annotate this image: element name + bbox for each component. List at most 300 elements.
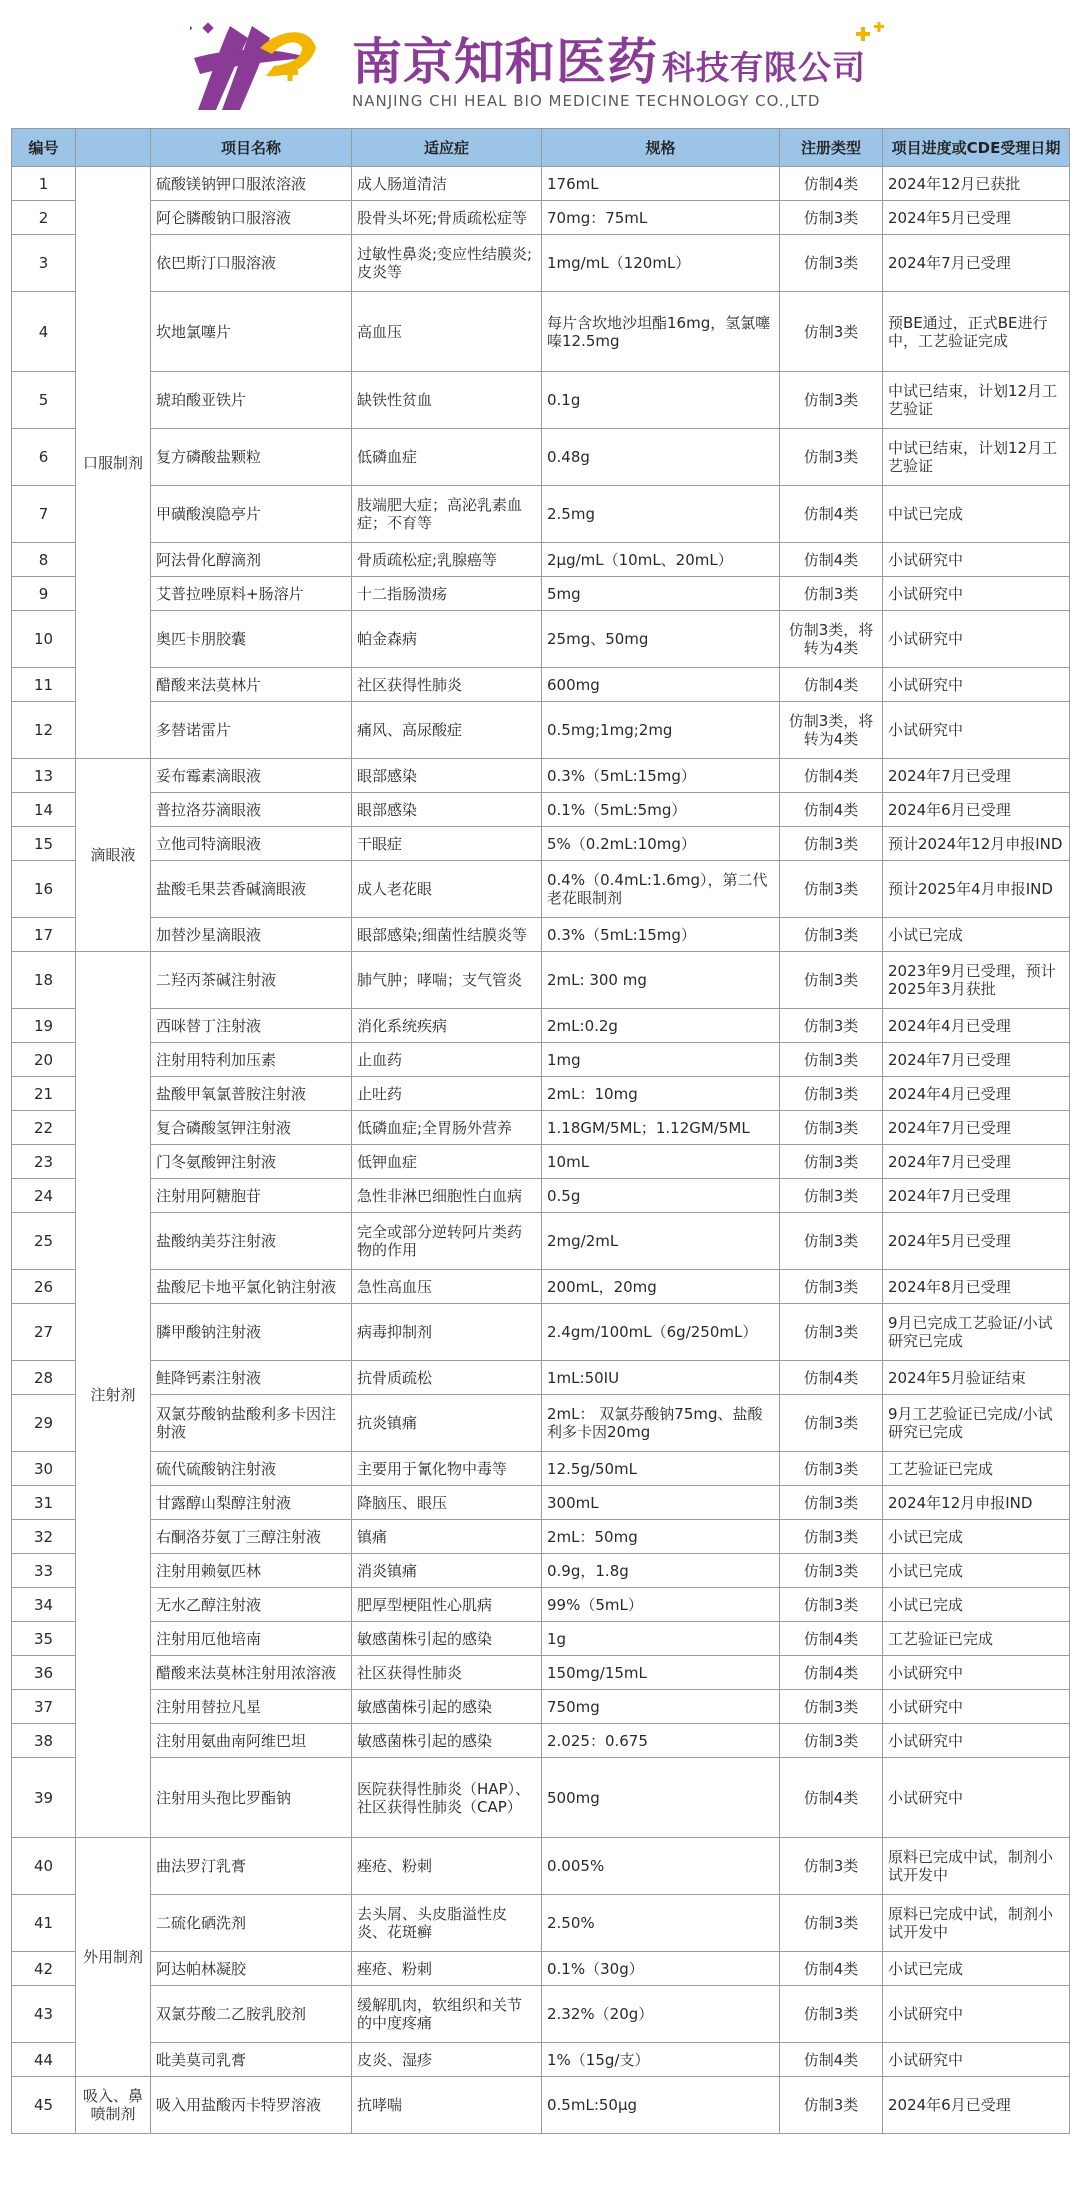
table-row (12, 702, 1070, 759)
table-row (12, 292, 1070, 372)
table-row (12, 1361, 1070, 1395)
project-name: 琥珀酸亚铁片 (151, 372, 352, 429)
indication: 低磷血症 (352, 429, 542, 486)
registration-type: 仿制4类 (780, 486, 883, 543)
progress-status: 2024年6月已受理 (883, 2077, 1070, 2134)
progress-status: 小试已完成 (883, 1952, 1070, 1986)
column-header-registration: 注册类型 (780, 129, 883, 167)
table-row (12, 1724, 1070, 1758)
registration-type: 仿制3类 (780, 1009, 883, 1043)
table-row (12, 167, 1070, 201)
indication: 肢端肥大症；高泌乳素血症；不育等 (352, 486, 542, 543)
category-cell: 吸入、鼻喷制剂 (76, 2077, 151, 2134)
progress-status: 小试研究中 (883, 1986, 1070, 2043)
specification: 1mg (542, 1043, 780, 1077)
indication: 抗骨质疏松 (352, 1361, 542, 1395)
row-number: 16 (12, 861, 76, 918)
table-row (12, 201, 1070, 235)
row-number: 21 (12, 1077, 76, 1111)
project-name: 艾普拉唑原料+肠溶片 (151, 577, 352, 611)
table-row (12, 577, 1070, 611)
progress-status: 小试研究中 (883, 1724, 1070, 1758)
registration-type: 仿制3类，将转为4类 (780, 702, 883, 759)
progress-status: 小试研究中 (883, 543, 1070, 577)
indication: 痤疮、粉刺 (352, 1838, 542, 1895)
table-row (12, 235, 1070, 292)
specification: 0.5mL:50μg (542, 2077, 780, 2134)
specification: 2mL: 300 mg (542, 952, 780, 1009)
project-name: 曲法罗汀乳膏 (151, 1838, 352, 1895)
specification: 25mg、50mg (542, 611, 780, 668)
project-name: 阿法骨化醇滴剂 (151, 543, 352, 577)
table-row (12, 668, 1070, 702)
progress-status: 原料已完成中试，制剂小试开发中 (883, 1895, 1070, 1952)
specification: 0.005% (542, 1838, 780, 1895)
table-row (12, 1395, 1070, 1452)
progress-status: 预BE通过，正式BE进行中，工艺验证完成 (883, 292, 1070, 372)
row-number: 24 (12, 1179, 76, 1213)
row-number: 38 (12, 1724, 76, 1758)
registration-type: 仿制4类 (780, 1361, 883, 1395)
table-row (12, 918, 1070, 952)
registration-type: 仿制3类 (780, 1043, 883, 1077)
registration-type: 仿制3类 (780, 1486, 883, 1520)
table-row (12, 1554, 1070, 1588)
row-number: 36 (12, 1656, 76, 1690)
row-number: 32 (12, 1520, 76, 1554)
indication: 肥厚型梗阻性心肌病 (352, 1588, 542, 1622)
registration-type: 仿制3类 (780, 372, 883, 429)
project-name: 盐酸毛果芸香碱滴眼液 (151, 861, 352, 918)
progress-status: 小试研究中 (883, 2043, 1070, 2077)
project-name: 硫代硫酸钠注射液 (151, 1452, 352, 1486)
registration-type: 仿制3类 (780, 1724, 883, 1758)
company-name-en: NANJING CHI HEAL BIO MEDICINE TECHNOLOGY CO.,LTD (352, 92, 821, 110)
project-name: 复方磷酸盐颗粒 (151, 429, 352, 486)
specification: 0.5g (542, 1179, 780, 1213)
table-row (12, 1952, 1070, 1986)
specification: 1.18GM/5ML；1.12GM/5ML (542, 1111, 780, 1145)
row-number: 7 (12, 486, 76, 543)
row-number: 25 (12, 1213, 76, 1270)
registration-type: 仿制4类 (780, 543, 883, 577)
registration-type: 仿制3类 (780, 1179, 883, 1213)
table-row (12, 2077, 1070, 2134)
registration-type: 仿制3类 (780, 1838, 883, 1895)
registration-type: 仿制3类 (780, 1270, 883, 1304)
table-row (12, 611, 1070, 668)
progress-status: 工艺验证已完成 (883, 1622, 1070, 1656)
project-name: 吸入用盐酸丙卡特罗溶液 (151, 2077, 352, 2134)
progress-status: 2024年7月已受理 (883, 1179, 1070, 1213)
project-name: 注射用氨曲南阿维巴坦 (151, 1724, 352, 1758)
indication: 眼部感染;细菌性结膜炎等 (352, 918, 542, 952)
progress-status: 2024年4月已受理 (883, 1077, 1070, 1111)
progress-status: 小试已完成 (883, 1554, 1070, 1588)
row-number: 27 (12, 1304, 76, 1361)
progress-status: 小试已完成 (883, 1588, 1070, 1622)
column-header-name: 项目名称 (151, 129, 352, 167)
indication: 成人老花眼 (352, 861, 542, 918)
progress-status: 2024年7月已受理 (883, 235, 1070, 292)
indication: 干眼症 (352, 827, 542, 861)
project-name: 坎地氯噻片 (151, 292, 352, 372)
progress-status: 小试研究中 (883, 611, 1070, 668)
project-name: 双氯芬酸二乙胺乳胶剂 (151, 1986, 352, 2043)
table-row (12, 1452, 1070, 1486)
registration-type: 仿制3类 (780, 1077, 883, 1111)
indication: 止吐药 (352, 1077, 542, 1111)
table-row (12, 1895, 1070, 1952)
indication: 完全或部分逆转阿片类药物的作用 (352, 1213, 542, 1270)
specification: 1g (542, 1622, 780, 1656)
project-name: 醋酸来法莫林注射用浓溶液 (151, 1656, 352, 1690)
registration-type: 仿制3类 (780, 2077, 883, 2134)
row-number: 5 (12, 372, 76, 429)
specification: 150mg/15mL (542, 1656, 780, 1690)
progress-status: 小试已完成 (883, 1520, 1070, 1554)
indication: 低钾血症 (352, 1145, 542, 1179)
project-name: 甘露醇山梨醇注射液 (151, 1486, 352, 1520)
row-number: 31 (12, 1486, 76, 1520)
specification: 2.5mg (542, 486, 780, 543)
progress-status: 2024年6月已受理 (883, 793, 1070, 827)
project-name: 复合磷酸氢钾注射液 (151, 1111, 352, 1145)
registration-type: 仿制3类 (780, 1986, 883, 2043)
specification: 0.3%（5mL:15mg） (542, 759, 780, 793)
row-number: 18 (12, 952, 76, 1009)
specification: 5%（0.2mL:10mg） (542, 827, 780, 861)
table-body (12, 167, 1070, 2134)
row-number: 14 (12, 793, 76, 827)
progress-status: 中试已结束，计划12月工艺验证 (883, 429, 1070, 486)
indication: 急性高血压 (352, 1270, 542, 1304)
registration-type: 仿制3类 (780, 861, 883, 918)
row-number: 26 (12, 1270, 76, 1304)
indication: 主要用于氰化物中毒等 (352, 1452, 542, 1486)
registration-type: 仿制4类 (780, 759, 883, 793)
specification: 2.4gm/100mL（6g/250mL） (542, 1304, 780, 1361)
table-row (12, 1145, 1070, 1179)
specification: 2mL：10mg (542, 1077, 780, 1111)
project-name: 盐酸尼卡地平氯化钠注射液 (151, 1270, 352, 1304)
indication: 缓解肌肉，软组织和关节的中度疼痛 (352, 1986, 542, 2043)
table-row (12, 1009, 1070, 1043)
specification: 0.5mg;1mg;2mg (542, 702, 780, 759)
row-number: 22 (12, 1111, 76, 1145)
project-name: 普拉洛芬滴眼液 (151, 793, 352, 827)
project-name: 吡美莫司乳膏 (151, 2043, 352, 2077)
project-name: 阿仑膦酸钠口服溶液 (151, 201, 352, 235)
row-number: 19 (12, 1009, 76, 1043)
project-name: 阿达帕林凝胶 (151, 1952, 352, 1986)
category-cell: 外用制剂 (76, 1838, 151, 2077)
row-number: 15 (12, 827, 76, 861)
company-header (0, 0, 1080, 128)
project-name: 加替沙星滴眼液 (151, 918, 352, 952)
row-number: 30 (12, 1452, 76, 1486)
row-number: 8 (12, 543, 76, 577)
table-row (12, 1758, 1070, 1838)
indication: 社区获得性肺炎 (352, 668, 542, 702)
progress-status: 工艺验证已完成 (883, 1452, 1070, 1486)
indication: 痤疮、粉刺 (352, 1952, 542, 1986)
table-row (12, 1213, 1070, 1270)
specification: 0.9g，1.8g (542, 1554, 780, 1588)
table-row (12, 1838, 1070, 1895)
row-number: 1 (12, 167, 76, 201)
project-name: 西咪替丁注射液 (151, 1009, 352, 1043)
indication: 病毒抑制剂 (352, 1304, 542, 1361)
specification: 2mg/2mL (542, 1213, 780, 1270)
progress-status: 预计2024年12月申报IND (883, 827, 1070, 861)
specification: 10mL (542, 1145, 780, 1179)
indication: 医院获得性肺炎（HAP）、社区获得性肺炎（CAP） (352, 1758, 542, 1838)
project-name: 立他司特滴眼液 (151, 827, 352, 861)
specification: 500mg (542, 1758, 780, 1838)
specification: 600mg (542, 668, 780, 702)
indication: 帕金森病 (352, 611, 542, 668)
progress-status: 2024年4月已受理 (883, 1009, 1070, 1043)
specification: 1%（15g/支） (542, 2043, 780, 2077)
progress-status: 2024年7月已受理 (883, 1145, 1070, 1179)
column-header-progress: 项目进度或CDE受理日期 (883, 129, 1070, 167)
category-cell: 口服制剂 (76, 167, 151, 759)
indication: 敏感菌株引起的感染 (352, 1622, 542, 1656)
table-row (12, 2043, 1070, 2077)
indication: 成人肠道清洁 (352, 167, 542, 201)
indication: 肺气肿；哮喘；支气管炎 (352, 952, 542, 1009)
indication: 降脑压、眼压 (352, 1486, 542, 1520)
project-name: 右酮洛芬氨丁三醇注射液 (151, 1520, 352, 1554)
project-table-container (11, 128, 1069, 2134)
specification: 200mL，20mg (542, 1270, 780, 1304)
table-row (12, 1270, 1070, 1304)
registration-type: 仿制3类 (780, 429, 883, 486)
registration-type: 仿制3类 (780, 1588, 883, 1622)
project-name: 鲑降钙素注射液 (151, 1361, 352, 1395)
indication: 消化系统疾病 (352, 1009, 542, 1043)
indication: 皮炎、湿疹 (352, 2043, 542, 2077)
progress-status: 中试已完成 (883, 486, 1070, 543)
indication: 敏感菌株引起的感染 (352, 1724, 542, 1758)
registration-type: 仿制4类 (780, 1952, 883, 1986)
project-name: 双氯芬酸钠盐酸利多卡因注射液 (151, 1395, 352, 1452)
table-row (12, 429, 1070, 486)
project-name: 硫酸镁钠钾口服浓溶液 (151, 167, 352, 201)
registration-type: 仿制3类 (780, 1895, 883, 1952)
company-logo-icon (190, 18, 320, 118)
registration-type: 仿制3类 (780, 1213, 883, 1270)
table-row (12, 1690, 1070, 1724)
indication: 十二指肠溃疡 (352, 577, 542, 611)
project-name: 二硫化硒洗剂 (151, 1895, 352, 1952)
specification: 176mL (542, 167, 780, 201)
indication: 镇痛 (352, 1520, 542, 1554)
project-name: 注射用特利加压素 (151, 1043, 352, 1077)
progress-status: 2024年12月已获批 (883, 167, 1070, 201)
specification: 2μg/mL（10mL、20mL） (542, 543, 780, 577)
table-row (12, 1043, 1070, 1077)
registration-type: 仿制3类 (780, 235, 883, 292)
specification: 1mL:50IU (542, 1361, 780, 1395)
table-row (12, 1588, 1070, 1622)
registration-type: 仿制3类 (780, 1452, 883, 1486)
row-number: 34 (12, 1588, 76, 1622)
row-number: 33 (12, 1554, 76, 1588)
progress-status: 小试研究中 (883, 577, 1070, 611)
specification: 0.3%（5mL:15mg） (542, 918, 780, 952)
table-row (12, 1486, 1070, 1520)
row-number: 11 (12, 668, 76, 702)
project-name: 膦甲酸钠注射液 (151, 1304, 352, 1361)
specification: 0.4%（0.4mL:1.6mg），第二代老花眼制剂 (542, 861, 780, 918)
category-cell: 注射剂 (76, 952, 151, 1838)
project-name: 门冬氨酸钾注射液 (151, 1145, 352, 1179)
table-row (12, 1304, 1070, 1361)
progress-status: 2024年5月已受理 (883, 201, 1070, 235)
project-name: 盐酸纳美芬注射液 (151, 1213, 352, 1270)
specification: 每片含坎地沙坦酯16mg，氢氯噻嗪12.5mg (542, 292, 780, 372)
project-name: 注射用厄他培南 (151, 1622, 352, 1656)
row-number: 9 (12, 577, 76, 611)
specification: 2mL：50mg (542, 1520, 780, 1554)
specification: 2.025：0.675 (542, 1724, 780, 1758)
column-header-category (76, 129, 151, 167)
table-row (12, 793, 1070, 827)
table-row (12, 1520, 1070, 1554)
table-row (12, 1179, 1070, 1213)
row-number: 43 (12, 1986, 76, 2043)
registration-type: 仿制3类 (780, 1395, 883, 1452)
progress-status: 2024年5月已受理 (883, 1213, 1070, 1270)
progress-status: 9月工艺验证已完成/小试研究已完成 (883, 1395, 1070, 1452)
progress-status: 中试已结束，计划12月工艺验证 (883, 372, 1070, 429)
row-number: 13 (12, 759, 76, 793)
row-number: 3 (12, 235, 76, 292)
indication: 止血药 (352, 1043, 542, 1077)
row-number: 45 (12, 2077, 76, 2134)
indication: 去头屑、头皮脂溢性皮炎、花斑癣 (352, 1895, 542, 1952)
project-name: 二羟丙茶碱注射液 (151, 952, 352, 1009)
column-header-indication: 适应症 (352, 129, 542, 167)
table-header-row (12, 129, 1070, 167)
progress-status: 9月已完成工艺验证/小试研究已完成 (883, 1304, 1070, 1361)
registration-type: 仿制4类 (780, 1758, 883, 1838)
indication: 消炎镇痛 (352, 1554, 542, 1588)
registration-type: 仿制4类 (780, 668, 883, 702)
project-name: 依巴斯汀口服溶液 (151, 235, 352, 292)
table-row (12, 1077, 1070, 1111)
table-row (12, 486, 1070, 543)
registration-type: 仿制3类 (780, 1304, 883, 1361)
registration-type: 仿制3类 (780, 292, 883, 372)
row-number: 37 (12, 1690, 76, 1724)
row-number: 20 (12, 1043, 76, 1077)
company-name-suffix: 科技有限公司 (662, 48, 866, 87)
registration-type: 仿制4类 (780, 2043, 883, 2077)
table-row (12, 861, 1070, 918)
specification: 5mg (542, 577, 780, 611)
indication: 股骨头坏死;骨质疏松症等 (352, 201, 542, 235)
progress-status: 2024年7月已受理 (883, 1043, 1070, 1077)
indication: 眼部感染 (352, 793, 542, 827)
table-row (12, 543, 1070, 577)
project-name: 注射用赖氨匹林 (151, 1554, 352, 1588)
progress-status: 小试研究中 (883, 1690, 1070, 1724)
company-name-cn (352, 22, 866, 94)
indication: 痛风、高尿酸症 (352, 702, 542, 759)
project-name: 奥匹卡朋胶囊 (151, 611, 352, 668)
registration-type: 仿制3类，将转为4类 (780, 611, 883, 668)
row-number: 39 (12, 1758, 76, 1838)
row-number: 6 (12, 429, 76, 486)
progress-status: 2024年7月已受理 (883, 1111, 1070, 1145)
registration-type: 仿制3类 (780, 952, 883, 1009)
specification: 1mg/mL（120mL） (542, 235, 780, 292)
registration-type: 仿制3类 (780, 577, 883, 611)
row-number: 40 (12, 1838, 76, 1895)
table-row (12, 1986, 1070, 2043)
progress-status: 小试已完成 (883, 918, 1070, 952)
project-name: 妥布霉素滴眼液 (151, 759, 352, 793)
indication: 眼部感染 (352, 759, 542, 793)
progress-status: 预计2025年4月申报IND (883, 861, 1070, 918)
indication: 骨质疏松症;乳腺癌等 (352, 543, 542, 577)
project-table (11, 128, 1070, 2134)
progress-status: 2024年7月已受理 (883, 759, 1070, 793)
registration-type: 仿制3类 (780, 827, 883, 861)
specification: 750mg (542, 1690, 780, 1724)
column-header-no: 编号 (12, 129, 76, 167)
row-number: 12 (12, 702, 76, 759)
indication: 急性非淋巴细胞性白血病 (352, 1179, 542, 1213)
progress-status: 小试研究中 (883, 668, 1070, 702)
project-name: 注射用头孢比罗酯钠 (151, 1758, 352, 1838)
table-row (12, 1656, 1070, 1690)
row-number: 4 (12, 292, 76, 372)
table-row (12, 827, 1070, 861)
project-name: 注射用替拉凡星 (151, 1690, 352, 1724)
indication: 缺铁性贫血 (352, 372, 542, 429)
indication: 高血压 (352, 292, 542, 372)
specification: 300mL (542, 1486, 780, 1520)
category-cell: 滴眼液 (76, 759, 151, 952)
indication: 社区获得性肺炎 (352, 1656, 542, 1690)
row-number: 17 (12, 918, 76, 952)
registration-type: 仿制3类 (780, 201, 883, 235)
row-number: 2 (12, 201, 76, 235)
registration-type: 仿制3类 (780, 1690, 883, 1724)
row-number: 10 (12, 611, 76, 668)
indication: 敏感菌株引起的感染 (352, 1690, 542, 1724)
table-row (12, 759, 1070, 793)
specification: 0.1%（30g） (542, 1952, 780, 1986)
table-row (12, 1622, 1070, 1656)
registration-type: 仿制3类 (780, 1111, 883, 1145)
progress-status: 2023年9月已受理，预计2025年3月获批 (883, 952, 1070, 1009)
progress-status: 2024年8月已受理 (883, 1270, 1070, 1304)
progress-status: 小试研究中 (883, 1758, 1070, 1838)
specification: 2.50% (542, 1895, 780, 1952)
specification: 0.1%（5mL:5mg） (542, 793, 780, 827)
progress-status: 2024年12月申报IND (883, 1486, 1070, 1520)
registration-type: 仿制3类 (780, 1145, 883, 1179)
project-name: 盐酸甲氧氯普胺注射液 (151, 1077, 352, 1111)
registration-type: 仿制4类 (780, 793, 883, 827)
progress-status: 小试研究中 (883, 702, 1070, 759)
registration-type: 仿制4类 (780, 167, 883, 201)
